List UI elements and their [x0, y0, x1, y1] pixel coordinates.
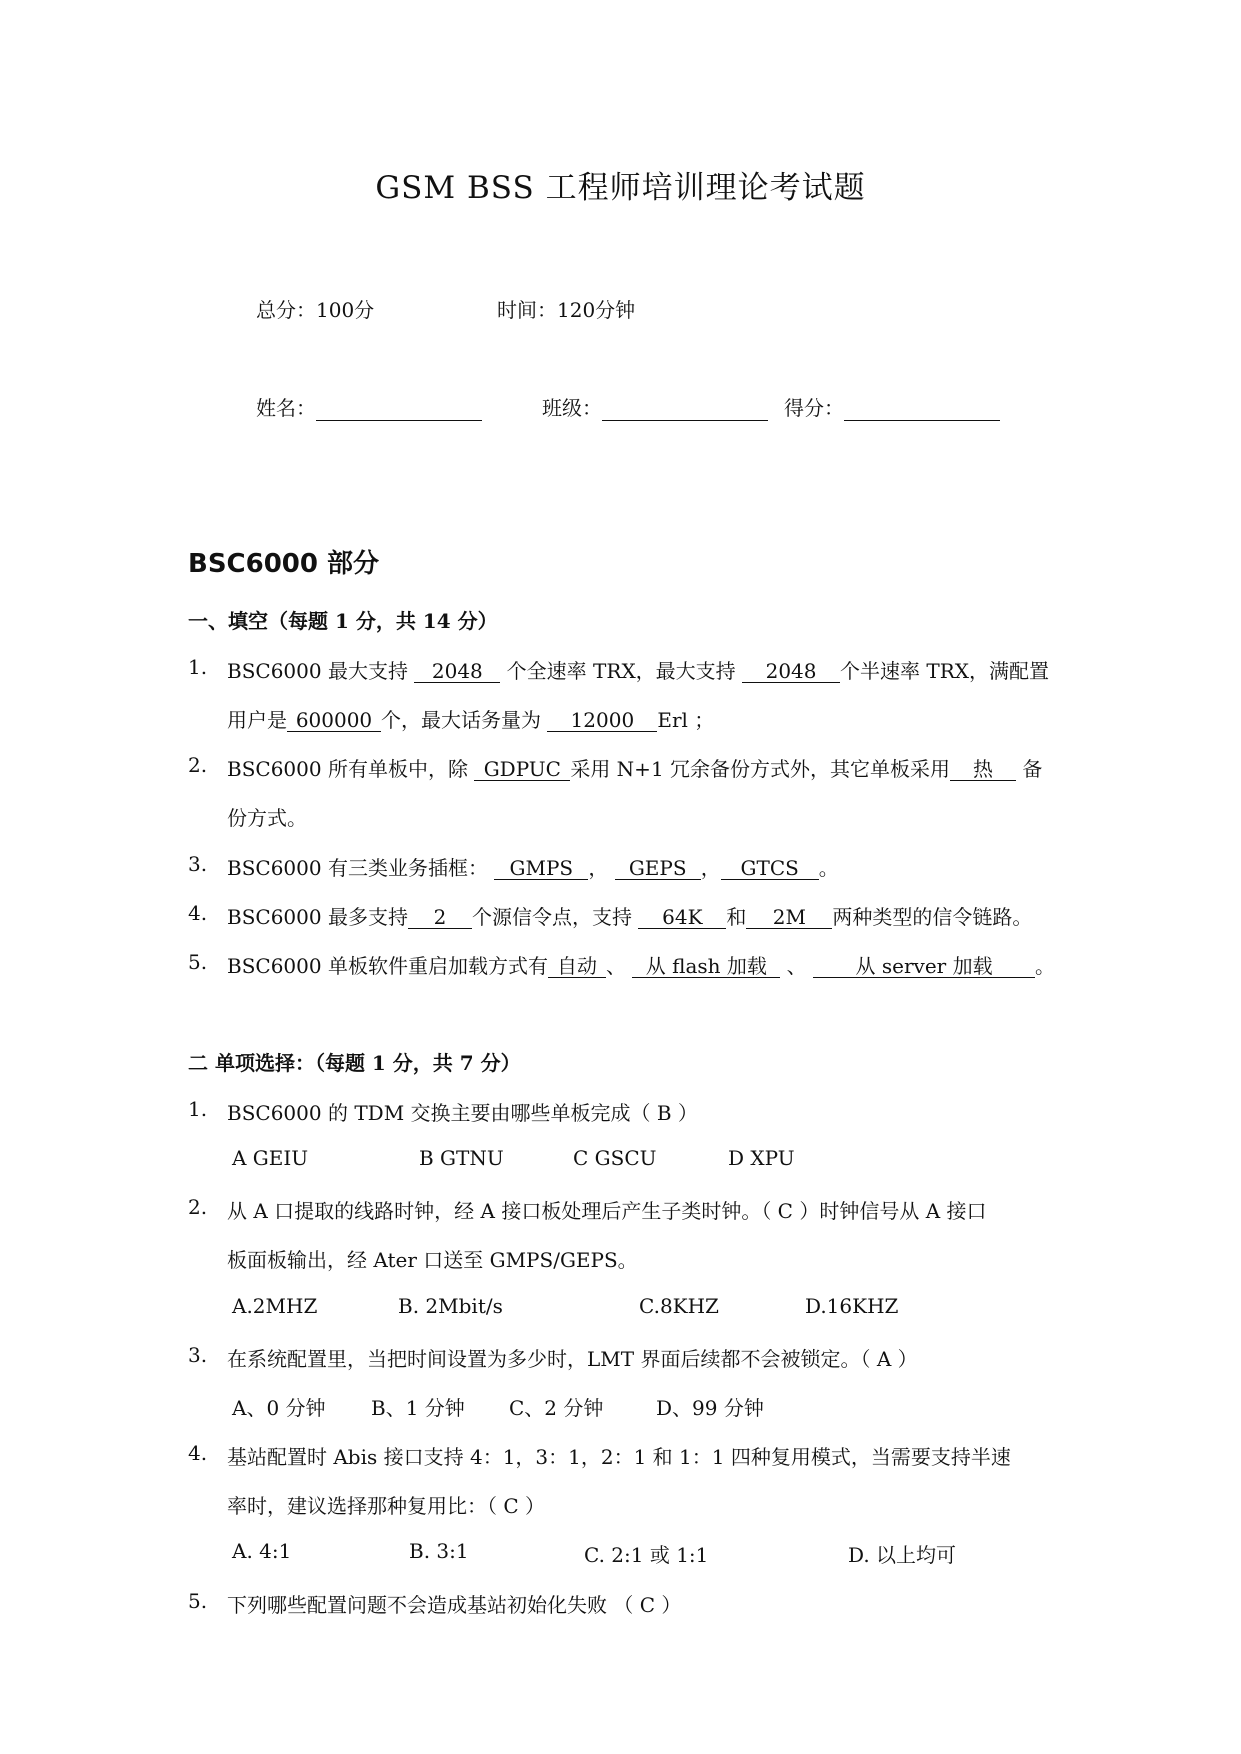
- q1-text-e: 个，最大话务量为: [381, 708, 548, 732]
- q1-text-f: Erl ；: [657, 708, 715, 732]
- exam-title: GSM BSS 工程师培训理论考试题: [375, 170, 866, 206]
- q1-text-d: 用户是: [227, 708, 287, 732]
- part1-heading: 一、填空（每题 1 分，共 14 分）: [188, 609, 498, 633]
- name-blank[interactable]: [316, 398, 482, 421]
- mc2-option-b: B. 2Mbit/s: [398, 1294, 503, 1318]
- q5-text-b: 、: [605, 954, 633, 978]
- mc2-option-d: D.16KHZ: [805, 1294, 899, 1318]
- mc1-option-b: B GTNU: [419, 1146, 504, 1170]
- q5-answer-3: 从 server 加载: [813, 955, 1035, 978]
- q4-answer-1: 2: [408, 906, 472, 929]
- q1-answer-4: 12000: [547, 709, 657, 732]
- score-label: 得分：: [784, 396, 844, 420]
- fill-question-1-cont: [227, 704, 714, 733]
- q5-answer-2: 从 flash 加载: [632, 955, 780, 978]
- q1-number: 1.: [188, 655, 208, 679]
- score-field: [784, 392, 1000, 421]
- mc-question-4-cont: 率时，建议选择那种复用比：（ C ）: [227, 1494, 546, 1518]
- mc4-number: 4.: [188, 1441, 208, 1465]
- q2-text-b: 采用 N+1 冗余备份方式外，其它单板采用: [570, 757, 951, 781]
- mc1-number: 1.: [188, 1097, 208, 1121]
- mc-question-4: 基站配置时 Abis 接口支持 4：1，3：1，2：1 和 1：1 四种复用模式，当需要支持半速: [227, 1445, 1011, 1469]
- part2-heading: 二 单项选择：（每题 1 分，共 7 分）: [188, 1051, 521, 1075]
- mc1-option-c: C GSCU: [573, 1146, 657, 1170]
- mc5-number: 5.: [188, 1589, 208, 1613]
- class-label: 班级：: [542, 396, 602, 420]
- q3-answer-1: GMPS: [494, 857, 588, 880]
- name-label: 姓名：: [256, 396, 316, 420]
- q3-answer-2: GEPS: [615, 857, 701, 880]
- mc4-option-b: B. 3:1: [409, 1539, 469, 1563]
- q2-text-c: 备: [1016, 757, 1043, 781]
- mc-question-1: BSC6000 的 TDM 交换主要由哪些单板完成（ B ）: [227, 1101, 698, 1125]
- score-blank[interactable]: [844, 398, 1000, 421]
- mc4-option-a: A. 4:1: [232, 1539, 292, 1563]
- q1-text-c: 个半速率 TRX，满配置: [840, 659, 1050, 683]
- name-field: [256, 392, 482, 421]
- q5-number: 5.: [188, 950, 208, 974]
- q2-answer-2: 热: [950, 758, 1016, 781]
- q3-number: 3.: [188, 852, 208, 876]
- q5-text-c: 、: [780, 954, 814, 978]
- q3-text-b: ，: [588, 856, 615, 880]
- mc4-option-c: C. 2:1 或 1:1: [584, 1543, 709, 1567]
- fill-question-3: [227, 852, 839, 881]
- q3-answer-3: GTCS: [721, 857, 819, 880]
- mc4-option-d: D. 以上均可: [848, 1543, 957, 1567]
- q5-answer-1: 自动: [548, 955, 606, 978]
- mc2-option-c: C.8KHZ: [639, 1294, 719, 1318]
- fill-question-2-cont: 份方式。: [227, 806, 307, 830]
- q4-answer-3: 2M: [746, 906, 832, 929]
- mc3-option-a: A、0 分钟: [232, 1396, 326, 1420]
- mc3-option-c: C、2 分钟: [509, 1396, 604, 1420]
- q4-number: 4.: [188, 901, 208, 925]
- q3-text-c: ，: [700, 856, 721, 880]
- class-field: [542, 392, 768, 421]
- q2-answer-1: GDPUC: [474, 758, 570, 781]
- total-score: 总分：100分: [256, 298, 375, 322]
- mc-question-3: 在系统配置里，当把时间设置为多少时，LMT 界面后续都不会被锁定。（ A ）: [227, 1347, 918, 1371]
- q4-answer-2: 64K: [638, 906, 726, 929]
- q4-text-d: 两种类型的信令链路。: [832, 905, 1033, 929]
- q2-text-a: BSC6000 所有单板中，除: [227, 757, 475, 781]
- q4-text-c: 和: [726, 905, 747, 929]
- mc2-option-a: A.2MHZ: [232, 1294, 318, 1318]
- mc3-option-d: D、99 分钟: [656, 1396, 764, 1420]
- q5-text-a: BSC6000 单板软件重启加载方式有: [227, 954, 548, 978]
- q4-text-b: 个源信令点，支持: [471, 905, 639, 929]
- q4-text-a: BSC6000 最多支持: [227, 905, 408, 929]
- fill-question-5: [227, 950, 1055, 979]
- fill-question-4: [227, 901, 1032, 930]
- q1-text-b: 个全速率 TRX，最大支持: [500, 659, 743, 683]
- exam-time: 时间：120分钟: [497, 298, 636, 322]
- mc-question-2-cont: 板面板输出，经 Ater 口送至 GMPS/GEPS。: [227, 1248, 638, 1272]
- mc-question-5: 下列哪些配置问题不会造成基站初始化失败 （ C ）: [227, 1593, 682, 1617]
- mc1-option-a: A GEIU: [232, 1146, 309, 1170]
- mc3-option-b: B、1 分钟: [371, 1396, 465, 1420]
- q1-answer-3: 600000: [287, 709, 381, 732]
- section-title: BSC6000 部分: [188, 549, 380, 579]
- class-blank[interactable]: [602, 398, 768, 421]
- q1-text-a: BSC6000 最大支持: [227, 659, 415, 683]
- q1-answer-2: 2048: [742, 660, 840, 683]
- mc1-option-d: D XPU: [728, 1146, 795, 1170]
- q3-text-d: 。: [818, 856, 839, 880]
- mc-question-2: 从 A 口提取的线路时钟，经 A 接口板处理后产生子类时钟。（ C ）时钟信号从 A 接口: [227, 1199, 987, 1223]
- mc2-number: 2.: [188, 1195, 208, 1219]
- q5-text-d: 。: [1035, 954, 1056, 978]
- fill-question-2: [227, 753, 1042, 782]
- q3-text-a: BSC6000 有三类业务插框：: [227, 856, 495, 880]
- fill-question-1: [227, 655, 1049, 684]
- q1-answer-1: 2048: [414, 660, 500, 683]
- q2-number: 2.: [188, 753, 208, 777]
- mc3-number: 3.: [188, 1343, 208, 1367]
